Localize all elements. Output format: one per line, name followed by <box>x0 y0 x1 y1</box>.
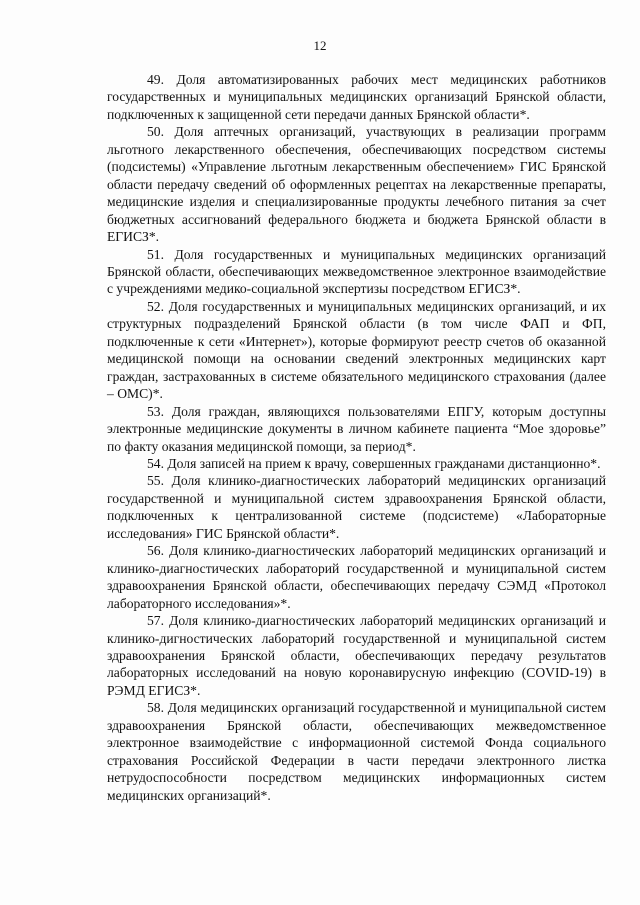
page-number: 12 <box>313 38 327 53</box>
paragraph-55: 55. Доля клинико-диагностических лабораторий медицинских организаций государственной и муниципальной систем здравоохранения Брянской области, подключенных к централизованной системе (подсистеме) «Лабораторные исследования» ГИС Брянской области*. <box>107 473 606 541</box>
document-body <box>107 71 606 804</box>
paragraph-54: 54. Доля записей на прием к врачу, совершенных гражданами дистанционно*. <box>147 455 601 471</box>
paragraph-49: 49. Доля автоматизированных рабочих мест медицинских работников государственных и муниципальных медицинских организаций Брянской области, подключенных к защищенной сети передачи данных Брянской области*. <box>107 72 606 122</box>
paragraph-58: 58. Доля медицинских организаций государственной и муниципальной систем здравоохранения Брянской области, обеспечивающих межведомственное электронное взаимодействие с информационной системой Фонда социального страхования Российской Федерации в части передачи электронного листка нетрудоспособности посредством медицинских информационных систем медицинских организаций*. <box>107 700 606 803</box>
paragraph-52: 52. Доля государственных и муниципальных медицинских организаций, и их структурных подразделений Брянской области (в том числе ФАП и ФП, подключенные к сети «Интернет»), которые формируют реестр счетов об оказанной медицинской помощи на основании сведений электронных медицинских карт граждан, застрахованных в системе обязательного медицинского страхования (далее – ОМС)*. <box>107 298 606 402</box>
paragraph-51: 51. Доля государственных и муниципальных медицинских организаций Брянской области, обеспечивающих межведомственное электронное взаимодействие с учреждениями медико-социальной экспертизы посредством ЕГИСЗ*. <box>107 246 606 297</box>
paragraph-57: 57. Доля клинико-диагностических лабораторий медицинских организаций и клинико-дигностических лабораторий государственной и муниципальной систем здравоохранения Брянской области, обеспечивающих передачу результатов лабораторных исследований на новую коронавирусную инфекцию (COVID-19) в РЭМД ЕГИСЗ*. <box>107 613 606 698</box>
paragraph-50: 50. Доля аптечных организаций, участвующих в реализации программ льготного лекарственного обеспечения, обеспечивающих посредством системы (подсистемы) «Управление льготным лекарственным обеспечением» ГИС Брянской области передачу сведений об оформленных рецептах на лекарственные препараты, медицинские изделия и специализированные продукты лечебного питания за счет бюджетных ассигнований федерального бюджета и бюджета Брянской области в ЕГИСЗ*. <box>107 124 606 245</box>
paragraph-53: 53. Доля граждан, являющихся пользователями ЕПГУ, которым доступны электронные медицинские документы в личном кабинете пациента “Мое здоровье” по факту оказания медицинской помощи, за период*. <box>107 403 606 454</box>
paragraph-56: 56. Доля клинико-диагностических лабораторий медицинских организаций и клинико-диагностических лабораторий государственной и муниципальной систем здравоохранения Брянской области, обеспечивающих передачу СЭМД «Протокол лабораторного исследования»*. <box>107 543 606 611</box>
